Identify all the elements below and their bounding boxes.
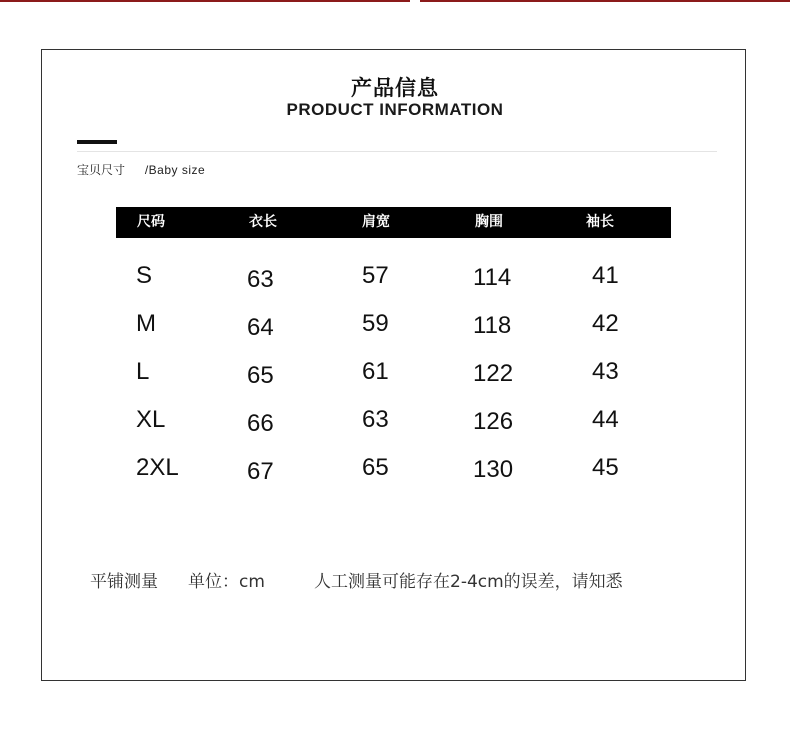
cell-chest: 130	[473, 456, 514, 483]
column-header-shoulder: 肩宽	[362, 214, 390, 230]
cell-chest: 122	[473, 360, 514, 387]
column-header-chest: 胸围	[475, 214, 503, 230]
page-subtitle: PRODUCT INFORMATION	[286, 100, 504, 119]
table-row	[0, 406, 790, 446]
column-header-sleeve: 袖长	[586, 214, 614, 230]
page-title: 产品信息	[351, 76, 439, 100]
cell-size: M	[136, 310, 156, 337]
measure-method-note: 平铺测量	[90, 572, 158, 592]
cell-chest: 126	[473, 408, 514, 435]
cell-sleeve: 45	[592, 454, 619, 481]
cell-length: 66	[247, 410, 274, 437]
cell-size: S	[136, 262, 153, 289]
cell-sleeve: 41	[592, 262, 619, 289]
cell-length: 67	[247, 458, 274, 485]
table-row	[0, 262, 790, 302]
cell-size: 2XL	[136, 454, 179, 481]
cell-chest: 118	[473, 312, 512, 339]
table-row	[0, 454, 790, 494]
section-label-en: /Baby size	[144, 163, 206, 177]
cell-shoulder: 57	[362, 262, 389, 289]
cell-shoulder: 61	[362, 358, 389, 385]
cell-chest: 114	[473, 264, 512, 291]
cell-sleeve: 43	[592, 358, 619, 385]
cell-size: L	[136, 358, 150, 385]
cell-sleeve: 44	[592, 406, 619, 433]
cell-length: 63	[247, 266, 274, 293]
cell-length: 64	[247, 314, 274, 341]
cell-length: 65	[247, 362, 274, 389]
column-header-length: 衣长	[249, 214, 277, 230]
cell-shoulder: 65	[362, 454, 389, 481]
section-label-cn: 宝贝尺寸	[77, 163, 126, 177]
table-row	[0, 310, 790, 350]
cell-size: XL	[136, 406, 166, 433]
section-divider	[77, 151, 717, 152]
table-row	[0, 358, 790, 398]
section-label	[77, 161, 205, 178]
cell-shoulder: 63	[362, 406, 389, 433]
section-accent-bar	[77, 140, 117, 144]
top-accent-line-right	[420, 0, 790, 2]
column-header-size: 尺码	[137, 214, 165, 230]
size-table-header	[116, 207, 671, 238]
error-disclaimer: 人工测量可能存在2-4cm的误差，请知悉	[314, 572, 623, 592]
top-accent-line-left	[0, 0, 410, 2]
unit-note: 单位：cm	[188, 572, 265, 592]
cell-shoulder: 59	[362, 310, 389, 337]
cell-sleeve: 42	[592, 310, 619, 337]
